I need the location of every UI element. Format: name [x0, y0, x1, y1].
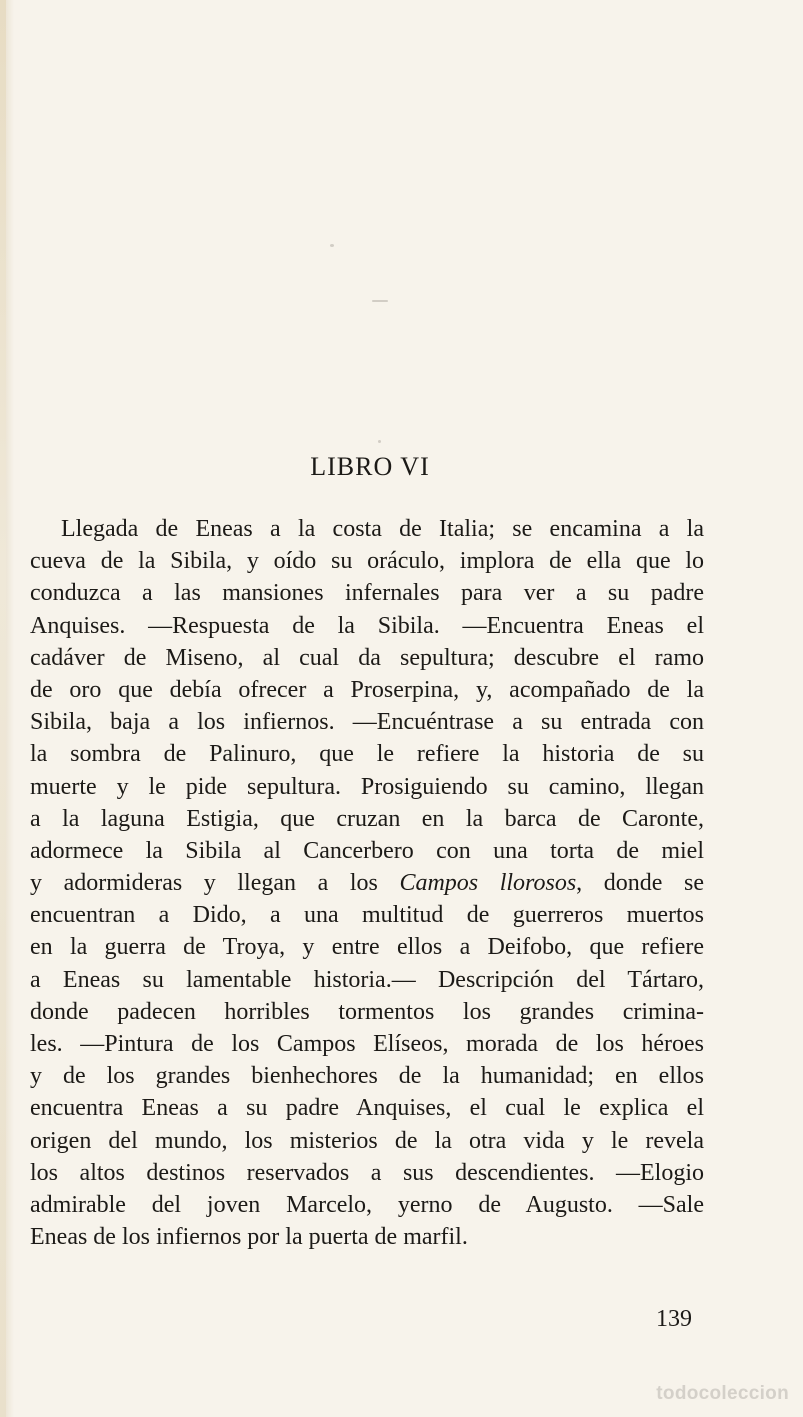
chapter-summary — [30, 513, 704, 1253]
text-run: cueva de la Sibila, y oído su oráculo, implora de ella que lo — [30, 548, 704, 575]
text-run: los altos destinos reservados a sus descendientes. —Elogio — [30, 1159, 704, 1186]
summary-line — [30, 1221, 704, 1253]
text-run: donde padecen horribles tormentos los grandes crimina- — [30, 998, 704, 1025]
paper-speck — [330, 244, 334, 247]
paper-speck — [378, 440, 381, 443]
summary-line — [30, 1060, 704, 1092]
text-run: la sombra de Palinuro, que le refiere la historia de su — [30, 741, 704, 768]
summary-line — [30, 513, 704, 545]
summary-line — [30, 835, 704, 867]
text-run: cadáver de Miseno, al cual da sepultura; descubre el ramo — [30, 644, 704, 671]
text-run: encuentra Eneas a su padre Anquises, el cual le explica el — [30, 1095, 704, 1122]
text-run: en la guerra de Troya, y entre ellos a Deifobo, que refiere — [30, 934, 704, 961]
summary-line — [30, 577, 704, 609]
summary-line — [30, 867, 704, 899]
summary-line — [30, 706, 704, 738]
text-run: admirable del joven Marcelo, yerno de Augusto. —Sale — [30, 1191, 704, 1218]
text-run: les. —Pintura de los Campos Elíseos, morada de los héroes — [30, 1031, 704, 1057]
paper-speck — [372, 300, 388, 302]
summary-line — [30, 1189, 704, 1221]
summary-line — [30, 931, 704, 963]
summary-line — [30, 1092, 704, 1124]
text-run: Eneas de los infiernos por la puerta de marfil. — [30, 1224, 468, 1251]
watermark-logo: todocoleccion — [656, 1383, 789, 1404]
summary-line — [30, 964, 704, 996]
page-number: 139 — [656, 1306, 692, 1332]
summary-line — [30, 545, 704, 577]
text-run: y adormideras y llegan a los — [30, 870, 400, 897]
text-run: origen del mundo, los misterios de la otra vida y le revela — [30, 1127, 704, 1154]
text-run: y de los grandes bienhechores de la humanidad; en ellos — [30, 1063, 704, 1090]
scan-edge-shadow — [0, 0, 6, 1417]
text-run: Sibila, baja a los infiernos. —Encuéntrase a su entrada con — [30, 709, 704, 736]
summary-line — [30, 996, 704, 1028]
italic-text: Campos llorosos — [399, 870, 577, 897]
text-run: a la laguna Estigia, que cruzan en la barca de Caronte, — [30, 805, 704, 832]
summary-line — [30, 771, 704, 803]
text-run: de oro que debía ofrecer a Proserpina, y, acompañado de la — [30, 676, 704, 703]
text-run: conduzca a las mansiones infernales para ver a su padre — [30, 580, 704, 607]
text-run: Anquises. —Respuesta de la Sibila. —Encuentra Eneas el — [30, 612, 704, 639]
summary-line — [30, 674, 704, 706]
text-run: adormece la Sibila al Cancerbero con una torta de miel — [30, 837, 704, 864]
text-run: , donde se — [576, 870, 704, 897]
summary-line — [30, 610, 704, 642]
summary-line — [30, 1125, 704, 1157]
summary-line — [30, 1157, 704, 1189]
summary-line — [30, 738, 704, 770]
summary-line — [30, 803, 704, 835]
text-run: muerte y le pide sepultura. Prosiguiendo su camino, llegan — [30, 773, 704, 800]
summary-line — [30, 642, 704, 674]
text-run: encuentran a Dido, a una multitud de guerreros muertos — [30, 902, 704, 929]
text-run: Llegada de Eneas a la costa de Italia; se encamina a la — [61, 516, 704, 542]
summary-line — [30, 899, 704, 931]
text-run: a Eneas su lamentable historia.— Descripción del Tártaro, — [30, 966, 704, 993]
summary-line — [30, 1028, 704, 1060]
chapter-title: LIBRO VI — [310, 452, 430, 481]
